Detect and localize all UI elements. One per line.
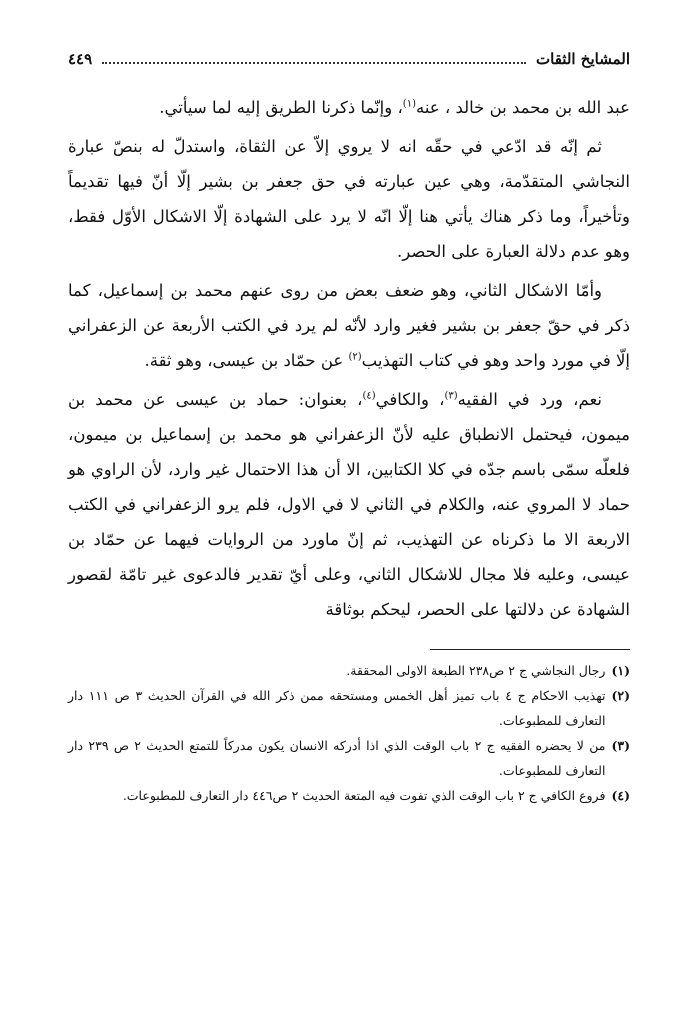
- paragraph-3-text-b: عن حمّاد بن عيسى، وهو ثقة.: [144, 351, 344, 370]
- footnote-ref-1: (١): [402, 98, 416, 110]
- footnote-text: فروع الكافي ج ٢ باب الوقت الذي تفوت فيه المتعة الحديث ٢ ص٤٤٦ دار التعارف للمطبوعات.: [122, 788, 606, 803]
- paragraph-1: [68, 90, 630, 125]
- header-dotted-leader: [102, 50, 526, 64]
- footnote-text: رجال النجاشي ج ٢ ص٢٣٨ الطبعة الاولى المحققة.: [346, 663, 606, 678]
- main-text: [68, 90, 630, 627]
- footnote-number: (٣): [611, 738, 630, 753]
- footnote-text: تهذيب الاحكام ج ٤ باب تميز أهل الخمس ومستحقه ممن ذكر الله في القرآن الحديث ٣ ص ١١١ دار التعارف للمطبوعات.: [68, 688, 606, 728]
- paragraph-4: [68, 382, 630, 627]
- paragraph-4-text-b: ، والكافي: [375, 390, 445, 409]
- page-number: ٤٤٩: [68, 50, 93, 68]
- header-title: المشايخ الثقات: [536, 50, 630, 68]
- footnote-ref-4: (٤): [362, 390, 376, 402]
- footnote-divider: [430, 649, 630, 650]
- paragraph-1-text-b: ، وإنّما ذكرنا الطريق إليه لما سيأتي.: [159, 98, 403, 117]
- paragraph-2: ثم إنّه قد ادّعي في حقّه انه لا يروي إلاّ عن الثقاة، واستدلّ له بنصّ عبارة النجاشي المتقدّمة، وهي عين عبارته في حق جعفر بن بشير إلّا أنّ فيها تقديماً وتأخيراً، وما ذكر هناك يأتي هنا إلّا انّه لا يرد على الشهادة إلّا الاشكال الأوّل فقط، وهو عدم دلالة العبارة على الحصر.: [68, 137, 630, 261]
- footnote-ref-2: (٢): [348, 351, 362, 363]
- footnote-number: (١): [611, 663, 630, 678]
- footnote-2: [68, 683, 630, 733]
- footnote-ref-3: (٣): [444, 390, 458, 402]
- footnote-number: (٢): [611, 688, 630, 703]
- footnote-1: [68, 658, 630, 683]
- paragraph-3-text-a: وأمّا الاشكال الثاني، وهو ضعف بعض من روى عنهم محمد بن إسماعيل، كما ذكر في حقّ جعفر بن بشير فغير وارد لأنّه لم يرد في الكتب الأربعة عن الزعفراني إلّا في مورد واحد وهو في كتاب التهذيب: [68, 281, 630, 370]
- footnote-number: (٤): [611, 788, 630, 803]
- paragraph-4-text-c: ، بعنوان: حماد بن عيسى عن محمد بن ميمون، فيحتمل الانطباق عليه لأنّ الزعفراني هو محمد بن إسماعيل بن ميمون، فلعلّه سمّى باسم جدّه في كلا الكتابين، الا أن هذا الاحتمال غير وارد، لأن الراوي هو حماد لا المروي عنه، والكلام في الثاني لا في الاول، فلم يرو الزعفراني في الكتب الاربعة الا ما ذكرناه عن التهذيب، ثم إنّ ماورد من الروايات فيهما عن حمّاد بن عيسى، وعليه فلا مجال للاشكال الثاني، وعلى أيّ تقدير فالدعوى غير تامّة لقصور الشهادة عن دلالتها على الحصر، ليحكم بوثاقة: [68, 390, 630, 619]
- footnote-4: [68, 783, 630, 808]
- paragraph-3: [68, 273, 630, 378]
- paragraph-4-text-a: نعم، ورد في الفقيه: [457, 390, 602, 409]
- page: [68, 48, 630, 808]
- footnote-3: [68, 733, 630, 783]
- footnote-text: من لا يحضره الفقيه ج ٢ باب الوقت الذي اذا أدركه الانسان يكون مدركاً للتمتع الحديث ٢ ص ٢٣٩ دار التعارف للمطبوعات.: [68, 738, 606, 778]
- paragraph-1-text-a: عبد الله بن محمد بن خالد ، عنه: [415, 98, 630, 117]
- running-header: [68, 48, 630, 72]
- footnotes: [68, 658, 630, 808]
